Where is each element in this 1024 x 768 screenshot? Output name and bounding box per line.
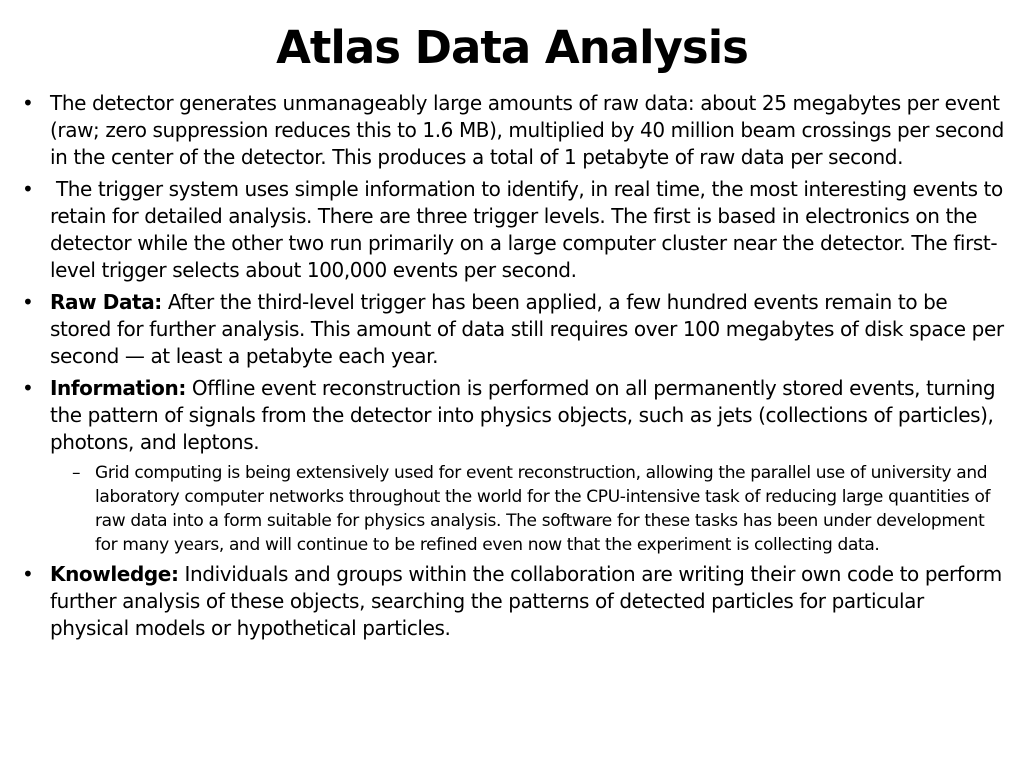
bullet-marker: • <box>22 91 34 115</box>
bullet-text: The detector generates unmanageably large amounts of raw data: about 25 megabytes per event (raw; zero suppression reduces this to 1.6 MB), multiplied by 40 million beam crossings per second in the center of the detector. This produces a total of 1 petabyte of raw data per second. <box>50 91 1004 169</box>
bullet-marker: • <box>22 177 34 201</box>
bullet-item <box>20 561 1008 642</box>
bullet-lead: Knowledge: <box>50 562 179 586</box>
slide-body <box>20 90 1008 647</box>
bullet-item <box>20 90 1008 171</box>
bullet-marker: • <box>22 376 34 400</box>
bullet-text: Offline event reconstruction is performed on all permanently stored events, turning the pattern of signals from the detector into physics objects, such as jets (collections of particles), photons, and leptons. <box>50 376 1002 454</box>
bullet-item <box>20 176 1008 284</box>
sub-bullet-item <box>20 461 1008 557</box>
bullet-item <box>20 375 1008 456</box>
bullet-text: After the third-level trigger has been applied, a few hundred events remain to be stored for further analysis. This amount of data still requires over 100 megabytes of disk space per second — at least a petabyte each year. <box>50 290 1010 368</box>
sub-bullet-marker: – <box>72 463 81 483</box>
bullet-lead: Raw Data: <box>50 290 162 314</box>
sub-bullet-text: Grid computing is being extensively used for event reconstruction, allowing the parallel use of university and laboratory computer networks throughout the world for the CPU-intensive task of reducing large quantities of raw data into a form suitable for physics analysis. The software for these tasks has been under development for many years, and will continue to be refined even now that the experiment is collecting data. <box>95 463 991 555</box>
bullet-marker: • <box>22 562 34 586</box>
slide-title: Atlas Data Analysis <box>276 21 748 74</box>
bullet-item <box>20 289 1008 370</box>
bullet-marker: • <box>22 290 34 314</box>
bullet-text: Individuals and groups within the collaboration are writing their own code to perform further analysis of these objects, searching the patterns of detected particles for particular physical models or hypothetical particles. <box>50 562 1008 640</box>
bullet-text: The trigger system uses simple information to identify, in real time, the most interesting events to retain for detailed analysis. There are three trigger levels. The first is based in electronics on the detector while the other two run primarily on a large computer cluster near the detector. The first-level trigger selects about 100,000 events per second. <box>50 177 1009 282</box>
bullet-lead: Information: <box>50 376 186 400</box>
